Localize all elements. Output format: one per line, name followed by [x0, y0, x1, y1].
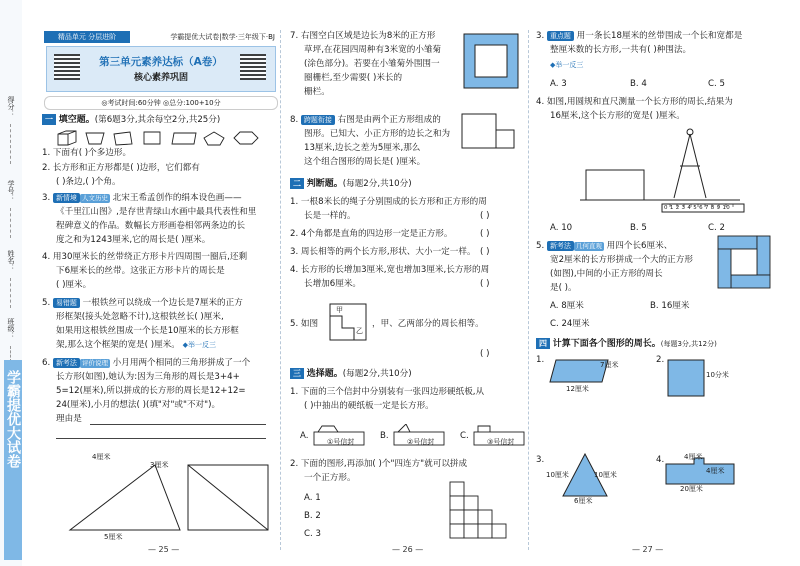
card-peek-2	[398, 424, 410, 432]
q3-tag-history: 人文历史	[81, 194, 108, 202]
c3-q5-text-d: 是( )。	[550, 283, 577, 293]
shape-quadrilateral	[114, 132, 132, 145]
q8-tag: 跨题衔接	[301, 115, 335, 125]
column-divider-2	[528, 30, 529, 550]
fig-label-5cm: 5厘米	[104, 533, 123, 541]
q6-text-e: 理由是	[56, 414, 82, 424]
small-square	[496, 130, 514, 148]
q6-answer-line-2[interactable]	[56, 438, 266, 439]
choice-1-option-b-label[interactable]: B.	[380, 431, 389, 441]
q5-text-c: 如果用这根铁丝围成一个长是10厘米的长方形框	[56, 326, 239, 336]
q5-text-a-body: 一根铁丝可以绕成一个边长是7厘米的正方	[82, 298, 243, 308]
fig-label-3cm: 3厘米	[150, 461, 169, 469]
section-1-note: (第6题3分,其余每空2分,共25分)	[94, 115, 221, 125]
section-2-note: (每题2分,共10分)	[342, 179, 412, 189]
q7-text-a: 7. 右图空白区域是边长为8米的正方形	[290, 31, 436, 41]
choice-2-option-b[interactable]: B. 2	[304, 511, 321, 521]
choice-2-option-c[interactable]: C. 3	[304, 529, 321, 539]
q8-text-c: 13厘米,边长之差为5厘米,那么	[304, 143, 421, 153]
envelope-2-label: ②号信封	[407, 438, 435, 446]
shape-pentagon	[204, 132, 224, 145]
q5-tag: 易错题	[53, 298, 80, 308]
q6-text-c: 5=12(厘米),所以拼成的长方形的周长是12+12=	[56, 386, 246, 396]
card-peek-3	[478, 426, 490, 432]
q7-text-c: (涂色部分)。若要在小雏菊外围围一	[304, 59, 440, 69]
section-4-note: (每题3分,共12分)	[660, 340, 717, 348]
qr-code-right-icon	[240, 54, 266, 80]
q6-tag-2: 评价说理	[81, 359, 108, 367]
tetromino-figure	[448, 480, 524, 542]
c3-q5-tag: 新考法	[547, 241, 574, 251]
c3-q4-text-b: 16厘米,这个长方形的宽是( )厘米。	[550, 111, 685, 121]
qr-code-left-icon	[54, 54, 80, 80]
fig-1-label-7cm: 7厘米	[600, 361, 619, 369]
shape-hexagon	[234, 132, 258, 144]
q6-answer-line-1[interactable]	[90, 424, 266, 425]
fig-4-label-base: 20厘米	[680, 485, 703, 493]
c3-q4-option-a[interactable]: A. 10	[550, 223, 573, 233]
choice-1-text-a: 1. 下面的三个信封中分别装有一张四边形硬纸板,从	[290, 387, 485, 397]
choice-1-text-b: ( )中抽出的硬纸板一定是长方形。	[304, 401, 434, 411]
region-yi-label: 乙	[356, 327, 363, 335]
section-1-badge: 一	[42, 114, 56, 125]
q7-text-e: 栅栏。	[304, 87, 330, 97]
q6-text-d: 24(厘米),小月的想法( )(填"对"或"不对")。	[56, 400, 221, 410]
compass-ruler-figure	[580, 124, 748, 216]
judge-5-text-b: ，甲、乙两部分的周长相等。	[372, 319, 484, 329]
c3-q5-option-c[interactable]: C. 24厘米	[550, 319, 590, 329]
q5-link[interactable]: ◆举一反三	[182, 341, 217, 349]
judge-1-text-b: 长是一样的。	[304, 211, 356, 221]
c3-q5-option-b[interactable]: B. 16厘米	[650, 301, 690, 311]
shape-parallelogram	[172, 133, 196, 144]
c3-q4-option-b[interactable]: B. 5	[630, 223, 647, 233]
envelope-3-label: ③号信封	[487, 438, 515, 446]
shape-trapezoid	[86, 133, 104, 144]
fig-3-number: 3.	[536, 455, 545, 465]
section-2-heading	[290, 178, 525, 192]
q7-garden-figure	[462, 32, 520, 90]
q8-text-a: 8. 跨题衔接 右图是由两个正方形组成的	[290, 115, 441, 125]
lawn-inner	[475, 45, 507, 77]
q3-text-c: 程碑意义的作品。数幅长方形画卷相邻两条边的长	[56, 221, 246, 231]
fig-3-label-base: 6厘米	[574, 497, 593, 505]
c3-q5-text-a-body: 用四个长6厘米、	[606, 241, 673, 251]
fig-4-number: 4.	[656, 455, 665, 465]
page-number-26: — 26 —	[392, 545, 424, 554]
q8-text-b: 图形。已知大、小正方形的边长之和为	[304, 129, 451, 139]
section-3-badge: 三	[290, 368, 304, 379]
rectangle-on-line	[586, 170, 644, 200]
page-number-27: — 27 —	[632, 545, 664, 554]
q3-tag-new: 新情境	[53, 193, 80, 203]
section-3-note: (每题2分,共10分)	[342, 369, 412, 379]
choice-1-option-a-label[interactable]: A.	[300, 431, 309, 441]
score-label: 得分：	[7, 96, 15, 117]
q3-text-b: 《千里江山图》,是存世青绿山水画中最具代表性和里	[56, 207, 257, 217]
region-jia-label: 甲	[336, 306, 343, 314]
q3-text-a-body: 北宋王希孟创作的绢本设色画——	[112, 193, 242, 203]
fig-3-label-left: 10厘米	[546, 471, 569, 479]
section-4-badge: 四	[536, 338, 550, 349]
c3-q4-option-c[interactable]: C. 2	[708, 223, 725, 233]
c3-q3-option-a[interactable]: A. 3	[550, 79, 567, 89]
judge-4-paren[interactable]: ( )	[480, 279, 490, 289]
c3-q3-option-b[interactable]: B. 4	[630, 79, 647, 89]
page-subtitle: 核心素养巩固	[133, 73, 188, 83]
q8-text-a-body: 右图是由两个正方形组成的	[337, 115, 441, 125]
section-3-title: 选择题。	[306, 369, 343, 379]
c3-q3-tag: 重点题	[547, 31, 574, 41]
card-peek-1	[318, 426, 338, 432]
q1-text: 1. 下面有( )个多边形。	[42, 148, 132, 158]
q7-text-b: 草坪,在花园四周种有3米宽的小雏菊	[304, 45, 442, 55]
class-label: 班级：	[7, 318, 15, 339]
ruler-numbers: 0 1 2 3 4 5 6 7 8 9 10	[664, 205, 731, 211]
q1-shapes-figure	[56, 130, 274, 146]
q8-squares-figure	[460, 112, 524, 152]
q8-text-d: 这个组合图形的周长是( )厘米。	[304, 157, 426, 167]
header-banner: 精品单元 分层进阶	[44, 31, 130, 43]
c3-q5-option-a[interactable]: A. 8厘米	[550, 301, 584, 311]
judge-2-paren[interactable]: ( )	[480, 229, 490, 239]
book-name: 学霸提优大试卷|数学·三年级下·BJ	[170, 33, 275, 41]
fig-1-number: 1.	[536, 355, 545, 365]
section-4-heading	[536, 338, 776, 352]
judge-5-figure	[328, 302, 368, 342]
big-square	[462, 114, 496, 148]
q5-text-d	[56, 339, 280, 353]
id-label: 学号：	[7, 180, 15, 201]
name-line	[10, 278, 11, 308]
shape-cube	[58, 131, 76, 145]
page-number-25: — 25 —	[148, 545, 180, 554]
fig-4-label-side: 4厘米	[706, 467, 725, 475]
fig-3-label-right: 10厘米	[594, 471, 617, 479]
fig-2-number: 2.	[656, 355, 665, 365]
choice-2-text-a: 2. 下面的图形,再添加( )个"四连方"就可以拼成	[290, 459, 468, 469]
q6-text-a-body: 小月用两个相同的三角形拼成了一个	[112, 358, 251, 368]
q7-text-d: 圈栅栏,至少需要( )米长的	[304, 73, 403, 83]
judge-2-text: 2. 4个角都是直角的四边形一定是正方形。	[290, 229, 453, 239]
q6-text-b: 长方形(如图),她认为:因为三角形的周长是3+4+	[56, 372, 240, 382]
q3-text-a: 3. 新情境 人文历史 北宋王希孟创作的绢本设色画——	[42, 193, 242, 203]
fig-1-label-12cm: 12厘米	[566, 385, 589, 393]
fig-label-4cm: 4厘米	[92, 453, 111, 461]
judge-5-text-a: 5. 如图	[290, 319, 319, 329]
fig-2-label-10dm: 10分米	[706, 371, 729, 379]
c3-q3-text-a: 3. 重点题 用一条长18厘米的丝带围成一个长和宽都是	[536, 31, 743, 41]
judge-1-paren[interactable]: ( )	[480, 211, 490, 221]
c3-q3-text-a-body: 用一条长18厘米的丝带围成一个长和宽都是	[576, 31, 743, 41]
c3-q4-text-a: 4. 如图,用圆规和直尺测量一个长方形的周长,结果为	[536, 97, 733, 107]
section-3-heading	[290, 368, 525, 382]
rectangle-diagonal	[188, 465, 268, 530]
shape-rectangle	[144, 132, 160, 144]
choice-2-option-a[interactable]: A. 1	[304, 493, 321, 503]
name-label: 姓名：	[7, 250, 15, 271]
judge-3-paren[interactable]: ( )	[480, 247, 490, 257]
section-1-title: 填空题。	[58, 115, 95, 125]
exam-info: ◎考试时间:60分钟 ◎总分:100+10分	[44, 96, 278, 110]
judge-5-paren[interactable]: ( )	[480, 349, 490, 359]
column-divider-1	[280, 30, 281, 550]
judge-4-text-b: 长增加6厘米。	[304, 279, 362, 289]
judge-3-text: 3. 周长相等的两个长方形,形状、大小一定一样。	[290, 247, 476, 257]
q5-text-d-body: 架,那么这个框架的宽是( )厘米。	[56, 340, 180, 350]
id-line	[10, 208, 11, 238]
page-title: 第三单元素养达标（A卷）	[99, 56, 223, 68]
section-4-title: 计算下面各个图形的周长。	[552, 339, 661, 349]
q3-text-d: 度之和为1243厘米,它的周长是( )厘米。	[56, 235, 211, 245]
q4-text-b: 下6厘米长的丝带。这张正方形卡片的周长是	[56, 266, 225, 276]
c3-q3-link[interactable]: ◆举一反三	[550, 61, 584, 69]
judge-4-text-a: 4. 长方形的长增加3厘米,宽也增加3厘米,长方形的周	[290, 265, 490, 275]
c3-q3-text-b: 整厘米数的长方形,一共有( )种围法。	[550, 45, 692, 55]
section-1-heading	[42, 114, 277, 128]
q5-text-a: 5. 易错题 一根铁丝可以绕成一个边长是7厘米的正方	[42, 298, 243, 308]
c3-q5-text-b: 宽2厘米的长方形拼成一个大的正方形	[550, 255, 693, 265]
q2-text-b: ( )条边,( )个角。	[56, 177, 121, 187]
fig-4-label-top: 4厘米	[684, 453, 703, 461]
brand-text: 学霸提优大试卷	[5, 370, 21, 468]
triangle-shape	[70, 465, 180, 530]
figure-divider	[330, 316, 354, 340]
q6-text-a: 6. 新考法 评价说理 小月用两个相同的三角形拼成了一个	[42, 358, 251, 368]
section-2-title: 判断题。	[306, 179, 343, 189]
q5-text-b: 形框架(接头处忽略不计),这根铁丝长( )厘米,	[56, 312, 224, 322]
q4-text-c: ( )厘米。	[56, 280, 92, 290]
choice-1-option-c-label[interactable]: C.	[460, 431, 469, 441]
c3-q3-option-c[interactable]: C. 5	[708, 79, 725, 89]
score-line	[10, 124, 11, 164]
choice-2-text-b: 一个正方形。	[304, 473, 356, 483]
q4-text-a: 4. 用30厘米长的丝带绕正方形卡片四周围一圈后,还剩	[42, 252, 248, 262]
fig-2-square	[666, 358, 706, 398]
q6-tag: 新考法	[53, 358, 80, 368]
q2-text-a: 2. 长方形和正方形都是( )边形，它们都有	[42, 163, 200, 173]
c3-q5-text-c: (如图),中间的小正方形的周长	[550, 269, 663, 279]
envelope-1-label: ①号信封	[327, 438, 355, 446]
judge-1-text-a: 1. 一根8米长的绳子分别围成的长方形和正方形的周	[290, 197, 487, 207]
c3-q5-tag-2: 几何直观	[575, 242, 602, 250]
section-2-badge: 二	[290, 178, 304, 189]
fig-4-notched-rectangle	[664, 456, 744, 490]
c3-q5-figure	[716, 234, 772, 290]
c3-q5-text-a: 5. 新考法 几何直观 用四个长6厘米、	[536, 241, 673, 251]
